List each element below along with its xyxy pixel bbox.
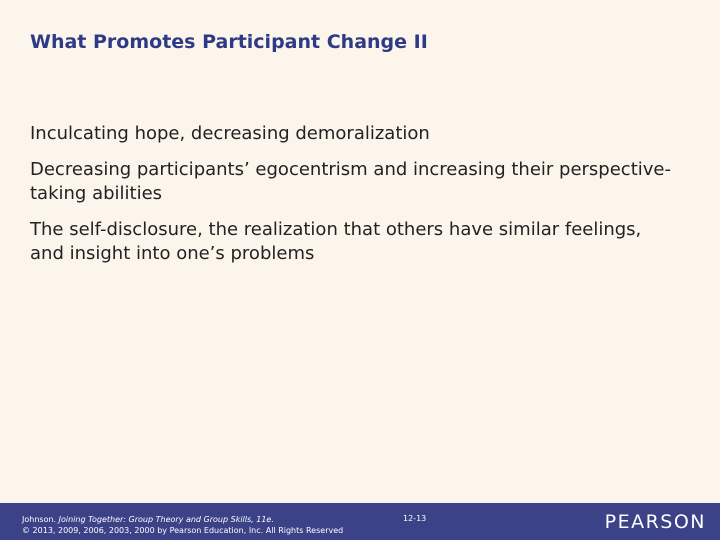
slide-title: What Promotes Participant Change II [30,31,428,53]
bullet-item: Inculcating hope, decreasing demoralization [30,123,430,144]
bullet-list [30,122,680,278]
footer-bar [0,503,720,540]
page-number: 12-13 [403,514,427,523]
citation-book-title: Joining Together: Group Theory and Group Skills, 11e. [58,515,274,524]
copyright-notice: © 2013, 2009, 2006, 2003, 2000 by Pearson Education, Inc. All Rights Reserved [22,526,344,535]
citation [22,514,343,536]
citation-line [22,514,343,525]
bullet-item: The self-disclosure, the realization that others have similar feelings, and insight into one’s problems [30,219,642,264]
citation-author: Johnson. [22,515,59,524]
pearson-logo: PEARSON [604,511,706,533]
bullet-item: Decreasing participants’ egocentrism and increasing their perspective-taking abilities [30,159,671,204]
